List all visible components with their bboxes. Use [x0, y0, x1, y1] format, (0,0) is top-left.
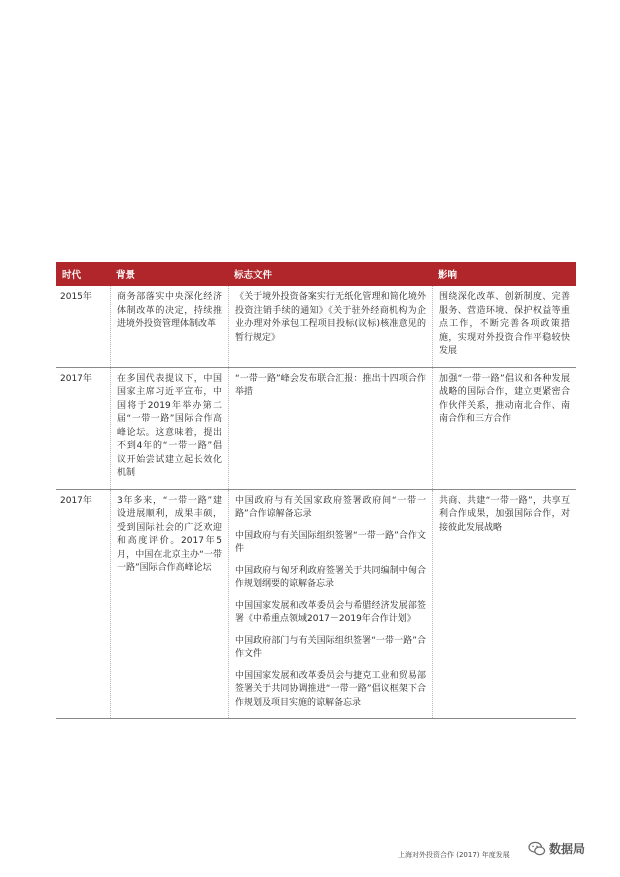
cell-background: 商务部落实中央深化经济体制改革的决定，持续推进境外投资管理体制改革 — [110, 286, 228, 367]
policy-table — [56, 262, 576, 719]
cell-background: 3年多来，“一带一路”建设进展顺利，成果丰硕，受到国际社会的广泛欢迎和高度评价。2017年5月，中国在北京主办“一带一路”国际合作高峰论坛 — [110, 490, 228, 719]
document-item: 中国政府部门与有关国际组织签署“一带一路”合作文件 — [235, 635, 426, 659]
cell-era: 2015年 — [60, 292, 92, 302]
header-documents: 标志文件 — [234, 270, 273, 281]
document-item: 中国国家发展和改革委员会与捷克工业和贸易部签署关于共同协调推进“一带一路”倡议框架下合作规划及项目实施的谅解备忘录 — [235, 670, 426, 708]
table-row — [56, 490, 576, 720]
document-item: 中国政府与有关国家政府签署政府间“一带一路”合作谅解备忘录 — [235, 495, 426, 519]
watermark — [528, 840, 585, 857]
table-row — [56, 368, 576, 490]
watermark-text: 数据局 — [549, 842, 586, 856]
page-footer: 上海对外投资合作 (2017) 年度发展 — [398, 851, 510, 859]
cell-impact: 围绕深化改革、创新制度、完善服务、营造环境、保护权益等重点工作，不断完善各项政策措施，实现对外投资合作平稳较快发展 — [432, 286, 576, 367]
table-header — [56, 262, 576, 286]
header-era: 时代 — [62, 270, 82, 281]
cell-background: 在多国代表提议下，中国国家主席习近平宣布，中国将于2019年举办第二届“一带一路”国际合作高峰论坛。这意味着，提出不到4年的“一带一路”倡议开始尝试建立起长效化机制 — [110, 368, 228, 489]
wechat-icon — [528, 841, 546, 857]
header-background: 背景 — [116, 270, 136, 281]
document-item: 《关于境外投资备案实行无纸化管理和简化境外投资注销手续的通知》《关于驻外经商机构为企业办理对外承包工程项目投标(议标)核准意见的暂行规定》 — [235, 292, 426, 343]
cell-impact: 共商、共建“一带一路”，共享互利合作成果，加强国际合作，对接彼此发展战略 — [432, 490, 576, 719]
cell-era: 2017年 — [60, 495, 92, 506]
header-impact: 影响 — [438, 270, 458, 281]
cell-era: 2017年 — [60, 373, 92, 384]
document-item: 中国国家发展和改革委员会与希腊经济发展部签署《中希重点领域2017－2019年合作计划》 — [235, 600, 426, 624]
cell-documents — [228, 368, 432, 489]
cell-documents — [228, 490, 432, 719]
table-row — [56, 286, 576, 368]
document-item: 中国政府与有关国际组织签署“一带一路”合作文件 — [235, 530, 426, 554]
document-item: 中国政府与匈牙利政府签署关于共同编制中匈合作规划纲要的谅解备忘录 — [235, 565, 426, 589]
document-item: “一带一路”峰会发布联合汇报：推出十四项合作举措 — [235, 373, 426, 397]
cell-impact: 加强“一带一路”倡议和各种发展战略的国际合作，建立更紧密合作伙伴关系，推动南北合作、南南合作和三方合作 — [432, 368, 576, 489]
cell-documents — [228, 286, 432, 367]
